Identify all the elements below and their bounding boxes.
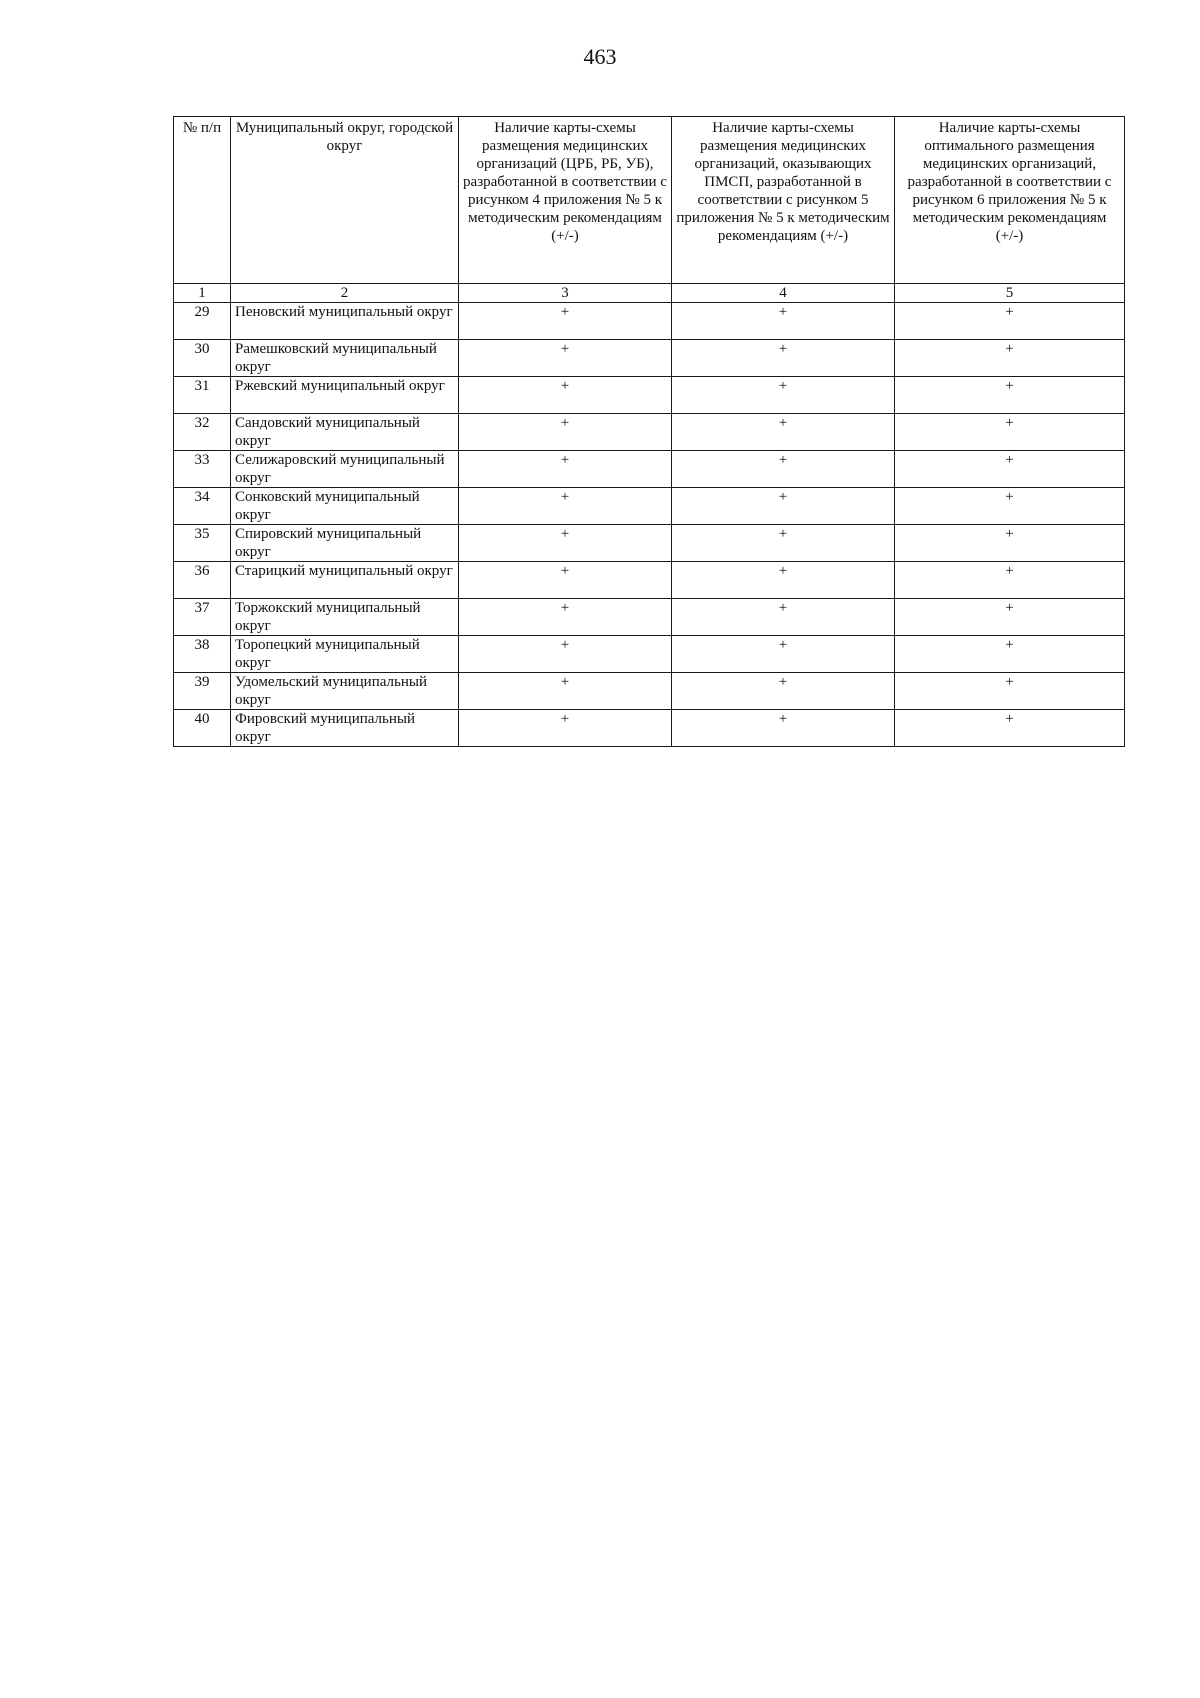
row-number: 33 — [174, 451, 231, 488]
map-pmsp-mark: + — [672, 710, 895, 747]
map-optimal-mark: + — [895, 636, 1125, 673]
table-row — [174, 303, 1125, 340]
district-name: Рамешковский муниципальный округ — [231, 340, 459, 377]
district-name: Удомельский муниципальный округ — [231, 673, 459, 710]
table-row — [174, 562, 1125, 599]
map-optimal-mark: + — [895, 303, 1125, 340]
table-row — [174, 488, 1125, 525]
map-optimal-mark: + — [895, 340, 1125, 377]
page-number: 463 — [583, 44, 617, 69]
map-hospitals-mark: + — [459, 710, 672, 747]
column-number: 2 — [231, 284, 459, 303]
map-pmsp-mark: + — [672, 488, 895, 525]
row-number: 32 — [174, 414, 231, 451]
map-hospitals-mark: + — [459, 303, 672, 340]
header-map-hospitals: Наличие карты-схемы размещения медицинских организаций (ЦРБ, РБ, УБ), разработанной в соответствии с рисунком 4 приложения № 5 к методическим рекомендациям (+/-) — [459, 117, 672, 284]
table-header-row — [174, 117, 1125, 284]
row-number: 35 — [174, 525, 231, 562]
header-number: № п/п — [174, 117, 231, 284]
map-optimal-mark: + — [895, 525, 1125, 562]
map-pmsp-mark: + — [672, 599, 895, 636]
header-map-optimal: Наличие карты-схемы оптимального размещения медицинских организаций, разработанной в соответствии с рисунком 6 приложения № 5 к методическим рекомендациям (+/-) — [895, 117, 1125, 284]
map-hospitals-mark: + — [459, 525, 672, 562]
map-optimal-mark: + — [895, 377, 1125, 414]
column-number: 5 — [895, 284, 1125, 303]
district-name: Торопецкий муниципальный округ — [231, 636, 459, 673]
row-number: 30 — [174, 340, 231, 377]
map-optimal-mark: + — [895, 488, 1125, 525]
district-name: Ржевский муниципальный округ — [231, 377, 459, 414]
header-map-pmsp: Наличие карты-схемы размещения медицинских организаций, оказывающих ПМСП, разработанной в соответствии с рисунком 5 приложения № 5 к методическим рекомендациям (+/-) — [672, 117, 895, 284]
row-number: 34 — [174, 488, 231, 525]
table-row — [174, 599, 1125, 636]
row-number: 31 — [174, 377, 231, 414]
map-hospitals-mark: + — [459, 599, 672, 636]
table-row — [174, 340, 1125, 377]
map-hospitals-mark: + — [459, 340, 672, 377]
districts-table — [173, 116, 1125, 747]
map-hospitals-mark: + — [459, 562, 672, 599]
district-name: Сандовский муниципальный округ — [231, 414, 459, 451]
district-name: Сонковский муниципальный округ — [231, 488, 459, 525]
table-row — [174, 673, 1125, 710]
map-pmsp-mark: + — [672, 303, 895, 340]
table-row — [174, 636, 1125, 673]
map-hospitals-mark: + — [459, 414, 672, 451]
district-name: Пеновский муниципальный округ — [231, 303, 459, 340]
column-numbers-row — [174, 284, 1125, 303]
row-number: 40 — [174, 710, 231, 747]
map-pmsp-mark: + — [672, 414, 895, 451]
map-pmsp-mark: + — [672, 562, 895, 599]
row-number: 29 — [174, 303, 231, 340]
map-optimal-mark: + — [895, 599, 1125, 636]
column-number: 3 — [459, 284, 672, 303]
map-pmsp-mark: + — [672, 377, 895, 414]
row-number: 36 — [174, 562, 231, 599]
table-row — [174, 525, 1125, 562]
table-row — [174, 414, 1125, 451]
table-row — [174, 710, 1125, 747]
map-hospitals-mark: + — [459, 673, 672, 710]
map-pmsp-mark: + — [672, 525, 895, 562]
map-pmsp-mark: + — [672, 673, 895, 710]
map-optimal-mark: + — [895, 562, 1125, 599]
header-district: Муниципальный округ, городской округ — [231, 117, 459, 284]
district-name: Селижаровский муниципальный округ — [231, 451, 459, 488]
column-number: 4 — [672, 284, 895, 303]
map-optimal-mark: + — [895, 673, 1125, 710]
row-number: 39 — [174, 673, 231, 710]
map-optimal-mark: + — [895, 451, 1125, 488]
district-name: Спировский муниципальный округ — [231, 525, 459, 562]
map-hospitals-mark: + — [459, 451, 672, 488]
row-number: 38 — [174, 636, 231, 673]
district-name: Старицкий муниципальный округ — [231, 562, 459, 599]
map-pmsp-mark: + — [672, 636, 895, 673]
district-name: Фировский муниципальный округ — [231, 710, 459, 747]
map-hospitals-mark: + — [459, 488, 672, 525]
map-hospitals-mark: + — [459, 377, 672, 414]
district-name: Торжокский муниципальный округ — [231, 599, 459, 636]
map-pmsp-mark: + — [672, 340, 895, 377]
map-hospitals-mark: + — [459, 636, 672, 673]
column-number: 1 — [174, 284, 231, 303]
map-optimal-mark: + — [895, 414, 1125, 451]
table-row — [174, 451, 1125, 488]
table-row — [174, 377, 1125, 414]
map-pmsp-mark: + — [672, 451, 895, 488]
map-optimal-mark: + — [895, 710, 1125, 747]
row-number: 37 — [174, 599, 231, 636]
